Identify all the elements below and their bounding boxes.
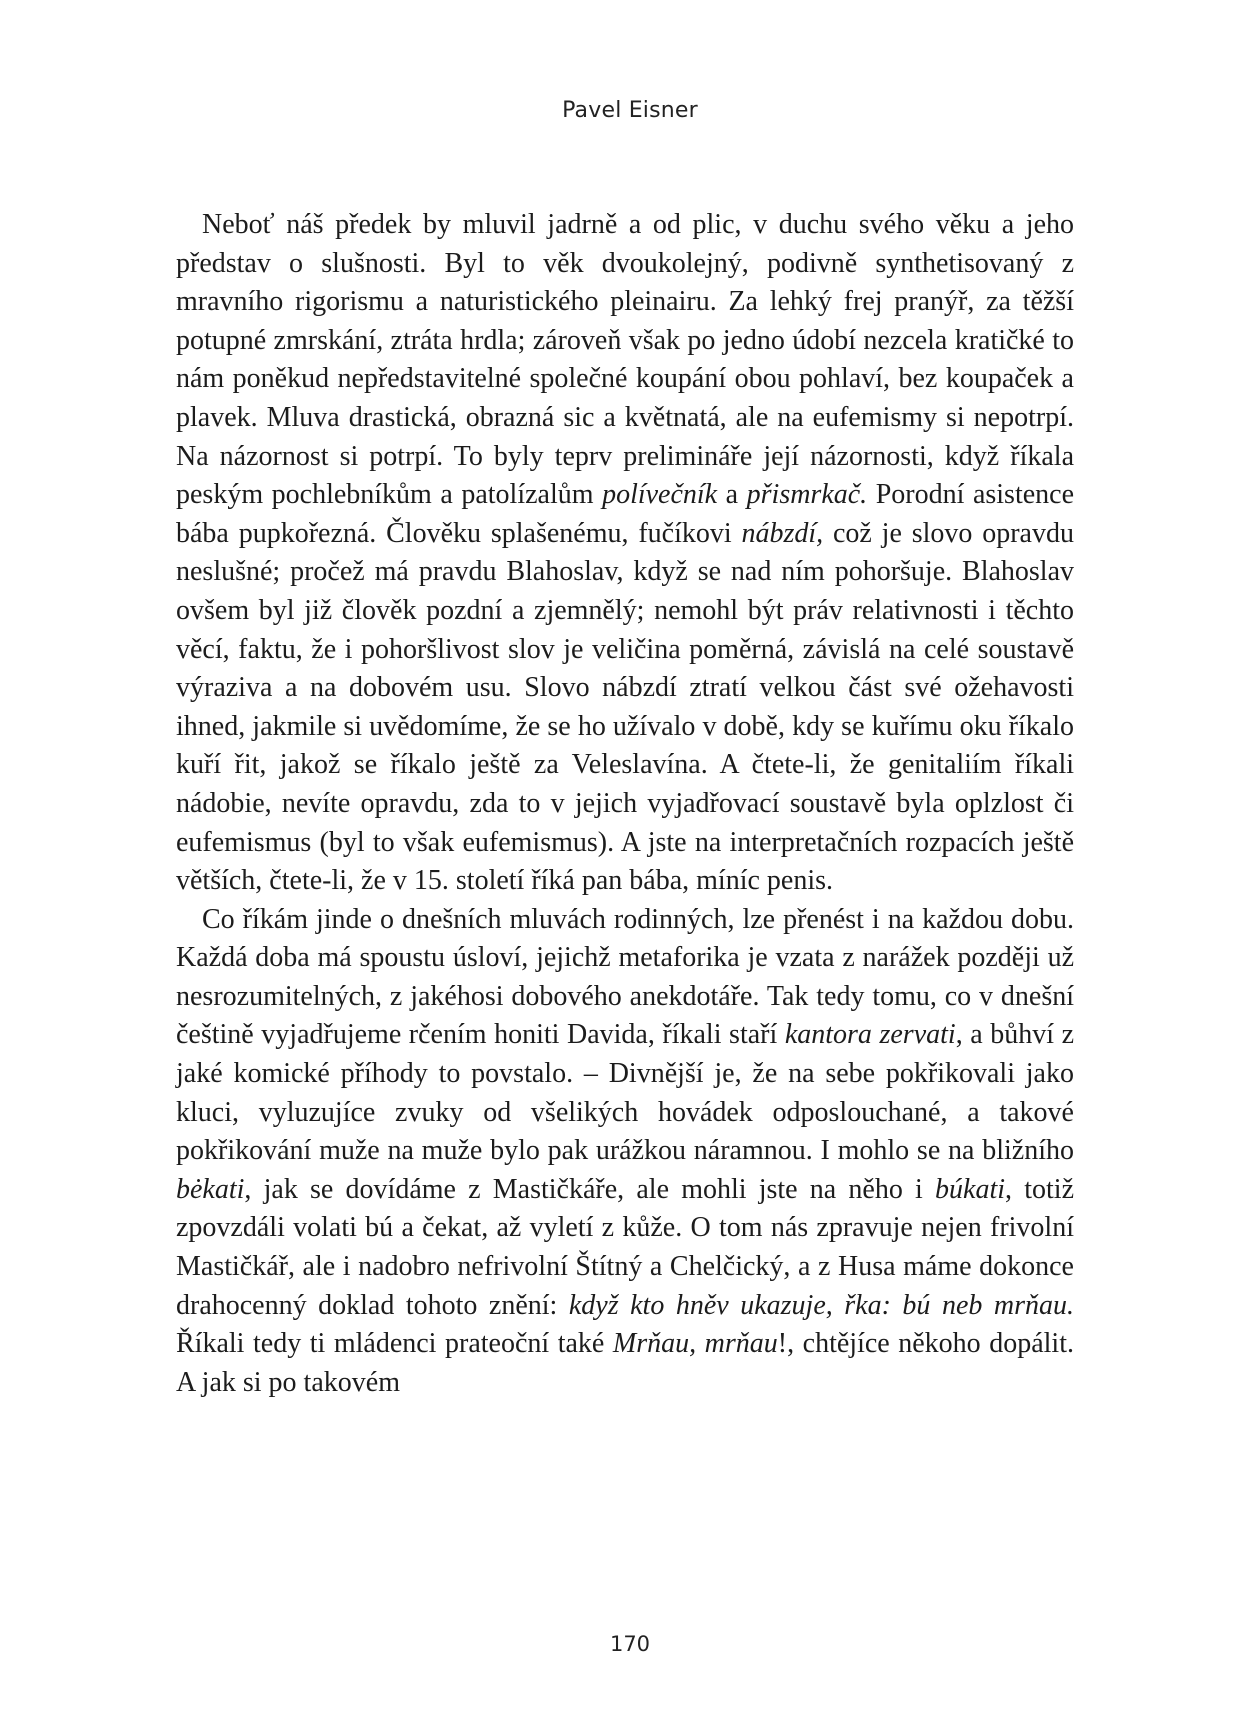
italic-term: búkati xyxy=(935,1173,1006,1205)
text-run: Co říkám jinde o dnešních mluvách rodinných, lze přenést i na každou dobu. Každá doba má spoustu úsloví, jejichž metaforika je vzata z narážek později už nesrozumitelných, z jakéhosi dobového anekdotáře. Tak tedy tomu, co v dnešní češtině vyjadřujeme rčením honiti Davida, říkali staří xyxy=(176,903,1074,1051)
italic-term: kantora zervati xyxy=(784,1019,956,1051)
text-run: a xyxy=(717,479,747,511)
body-text xyxy=(176,206,1074,1402)
italic-term: Mrňau, mrňau xyxy=(612,1328,778,1360)
text-run: , jak se dovídáme z Mastičkáře, ale mohli jste na něho i xyxy=(244,1173,936,1205)
paragraph-1 xyxy=(176,206,1074,901)
text-run: Říkali tedy ti mládenci prateoční také xyxy=(176,1328,613,1360)
text-run: !, chtějíce někoho dopálit. A jak si po takovém xyxy=(176,1328,1074,1398)
paragraph-2 xyxy=(176,901,1074,1403)
text-run: Neboť náš předek by mluvil jadrně a od plic, v duchu svého věku a jeho představ o slušnosti. Byl to věk dvoukolejný, podivně synthetisovaný z mravního rigorismu a naturistického pleinairu. Za lehký frej pranýř, za těžší potupné zmrskání, ztráta hrdla; zároveň však po jedno údobí nezcela kratičké to nám poněkud nepředstavitelné společné koupání obou pohlaví, bez koupaček a plavek. Mluva drastická, obrazná sic a květnatá, ale na eufemismy si nepotrpí. Na názornost si potrpí. To byly teprv preliminářе její názornosti, když říkala peským pochlebníkům a patolízalům xyxy=(176,209,1074,511)
text-run: což je slovo opravdu neslušné; pročež má pravdu Blahoslav, když se nad ním pohoršuje. Blahoslav ovšem byl již člověk pozdní a zjemnělý; nemohl být práv relativnosti i těchto věcí, faktu, že i pohoršlivost slov je veličina poměrná, závislá na celé soustavě výraziva a na dobovém usu. Slovo nábzdí ztratí velkou část své ožehavosti ihned, jakmile si uvědomíme, že se ho užívalo v době, kdy se kuřímu oku říkalo kuří řit, jakož se říkalo ještě za Veleslavína. A čtete-li, že genitaliím říkali nádobie, nevíte opravdu, zda to v jejich vyjadřovací soustavě byla oplzlost či eufemismus (byl to však eufemismus). A jste na interpretačních rozpacích ještě větších, čtete-li, že v 15. století říká pan bába, míníc penis. xyxy=(176,517,1074,897)
italic-term: bėkati xyxy=(176,1173,245,1205)
text-run: , a bůhví z jaké komické příhody to povstalo. – Divnější je, že na sebe pokřikovali jako kluci, vyluzujíce zvuky od všelikých hovádek odposlouchané, a takové pokřikování muže na muže bylo pak urážkou náramnou. I mohlo se na bližního xyxy=(176,1019,1074,1167)
text-run: Porodní asistence bába pupkořezná. Člověku splašenému, fučíkovi xyxy=(176,479,1074,549)
italic-term: polívečník xyxy=(602,479,718,511)
page-number: 170 xyxy=(609,1632,651,1656)
text-run: , totiž zpovzdáli volati bú a čekat, až vyletí z kůže. O tom nás zpravuje nejen frivolní Mastičkář, ale i nadobro nefrivolní Štítný a Chelčický, a z Husa máme dokonce drahocenný doklad tohoto znění: xyxy=(176,1173,1075,1321)
italic-term: přismrkač. xyxy=(746,479,868,511)
italic-term: když kto hněv ukazuje, řka: bú neb mrňau. xyxy=(568,1289,1074,1321)
running-head: Pavel Eisner xyxy=(562,98,698,123)
italic-term: nábzdí, xyxy=(741,517,824,549)
